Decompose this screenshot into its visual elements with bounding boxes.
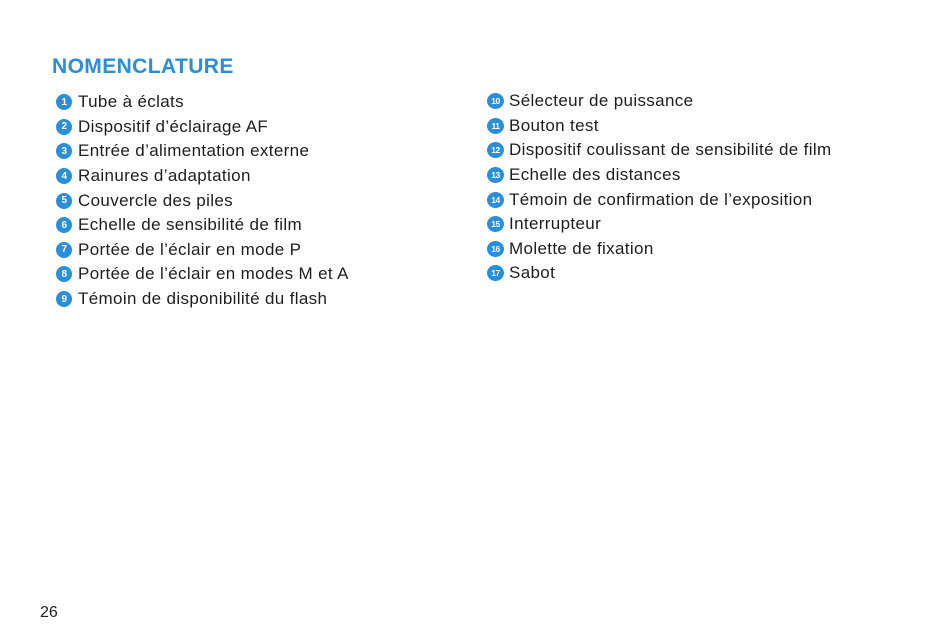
item-label: Couvercle des piles <box>78 190 234 210</box>
number-badge-icon: 9 <box>56 291 72 307</box>
item-label: Interrupteur <box>509 214 602 234</box>
number-badge-icon: 5 <box>56 193 72 209</box>
item-label: Témoin de confirmation de l’exposition <box>509 189 813 209</box>
item-label: Dispositif d’éclairage AF <box>78 116 269 136</box>
list-item <box>487 187 831 212</box>
number-badge-icon: 6 <box>56 217 72 233</box>
list-item <box>487 89 831 114</box>
nomenclature-list-left <box>56 90 349 311</box>
number-badge-icon: 7 <box>56 242 72 258</box>
item-label: Tube à éclats <box>78 92 184 112</box>
nomenclature-list-right <box>487 89 831 286</box>
item-label: Echelle de sensibilité de film <box>78 215 303 235</box>
number-badge-icon: 3 <box>56 143 72 159</box>
number-badge-icon: 12 <box>487 142 504 158</box>
item-label: Portée de l’éclair en modes M et A <box>78 264 349 284</box>
number-badge-icon: 8 <box>56 266 72 282</box>
number-badge-icon: 10 <box>487 93 504 109</box>
item-label: Echelle des distances <box>509 165 681 185</box>
list-item <box>487 212 831 237</box>
item-label: Témoin de disponibilité du flash <box>78 289 328 309</box>
list-item <box>56 238 349 263</box>
number-badge-icon: 17 <box>487 265 504 281</box>
item-label: Dispositif coulissant de sensibilité de film <box>509 140 832 160</box>
list-item <box>487 237 831 262</box>
number-badge-icon: 13 <box>487 167 504 183</box>
list-item <box>487 163 831 188</box>
item-label: Entrée d’alimentation externe <box>78 141 310 161</box>
number-badge-icon: 1 <box>56 94 72 110</box>
list-item <box>487 114 831 139</box>
list-item <box>56 90 349 115</box>
list-item <box>56 188 349 213</box>
page-title: NOMENCLATURE <box>52 55 234 78</box>
number-badge-icon: 2 <box>56 119 72 135</box>
list-item <box>56 115 349 140</box>
number-badge-icon: 14 <box>487 192 504 208</box>
number-badge-icon: 15 <box>487 216 504 232</box>
page-number: 26 <box>40 604 58 621</box>
item-label: Rainures d’adaptation <box>78 166 251 186</box>
item-label: Sélecteur de puissance <box>509 91 694 111</box>
item-label: Portée de l’éclair en mode P <box>78 239 302 259</box>
list-item <box>487 138 831 163</box>
item-label: Molette de fixation <box>509 238 654 258</box>
list-item <box>56 139 349 164</box>
item-label: Sabot <box>509 263 556 283</box>
list-item <box>56 287 349 312</box>
list-item <box>56 262 349 287</box>
list-item <box>56 164 349 189</box>
number-badge-icon: 16 <box>487 241 504 257</box>
item-label: Bouton test <box>509 115 599 135</box>
list-item <box>56 213 349 238</box>
number-badge-icon: 4 <box>56 168 72 184</box>
number-badge-icon: 11 <box>487 118 504 134</box>
list-item <box>487 261 831 286</box>
